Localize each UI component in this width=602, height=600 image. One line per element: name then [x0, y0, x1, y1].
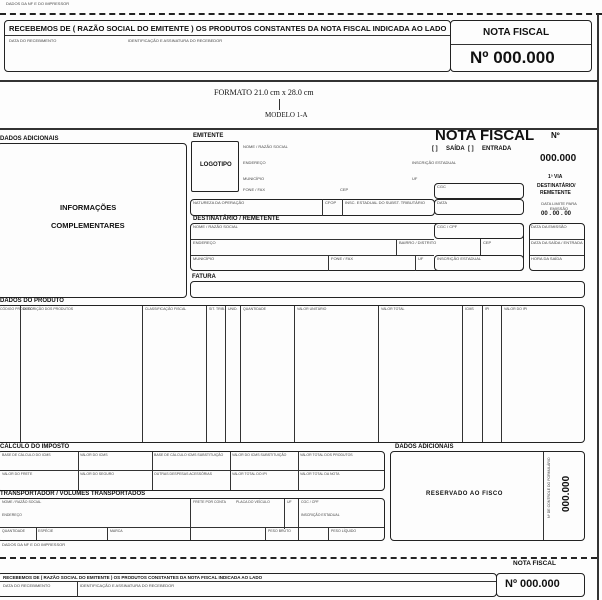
transportador-field-label: QUANTIDADE	[2, 529, 25, 533]
transportador-field-label: PLACA DO VEÍCULO	[236, 500, 270, 504]
transportador-field-label: ESPÉCIE	[38, 529, 54, 533]
transportador-field-label: PESO LÍQUIDO	[331, 529, 357, 533]
dados-adicionais-right-label: DADOS ADICIONAIS	[395, 444, 454, 450]
reservado-fisco: RESERVADO AO FISCO	[426, 491, 503, 497]
field-label: INSCRIÇÃO ESTADUAL	[437, 256, 482, 261]
field-label: DATA	[437, 200, 448, 205]
saida-checkbox[interactable]: SAÍDA	[446, 146, 465, 152]
column-header: CLASSIFICAÇÃO FISCAL	[145, 307, 187, 311]
nf-no-label: Nº	[551, 131, 560, 140]
column-header: QUANTIDADE	[243, 307, 266, 311]
imposto-field-label: OUTRAS DESPESAS ACESSÓRIAS	[154, 472, 212, 476]
via-dest: DESTINATÁRIO/	[537, 183, 576, 189]
field-label: CEP	[483, 240, 492, 245]
receipt-nf-label: NOTA FISCAL	[483, 27, 550, 38]
field-label: CEP	[340, 187, 349, 192]
cut-line-bottom	[0, 557, 597, 559]
fatura-box	[190, 281, 585, 298]
footer-nf-label: NOTA FISCAL	[513, 560, 556, 567]
field-label: CGC / CPF	[437, 224, 458, 229]
top-caption: DADOS DA NF E DO IMPRESSOR	[6, 1, 70, 6]
emitente-label: EMITENTE	[193, 133, 224, 139]
field-label: FONE / FAX	[243, 187, 266, 192]
field-label: ENDEREÇO	[243, 160, 266, 165]
info-line2: COMPLEMENTARES	[51, 221, 125, 230]
transportador-field-label: MARCA	[110, 529, 123, 533]
imposto-field-label: VALOR TOTAL DA NOTA	[300, 472, 340, 476]
produtos-table	[0, 305, 585, 443]
footer-sign-label: IDENTIFICAÇÃO E ASSINATURA DO RECEBEDOR	[80, 583, 175, 588]
destinatario-label: DESTINATÁRIO / REMETENTE	[193, 216, 280, 222]
nota-fiscal-form: DADOS DA NF E DO IMPRESSOR RECEBEMOS DE ( RAZÃO SOCIAL DO EMITENTE ) OS PRODUTOS CONSTANTES DA NOTA FISCAL INDICADA AO LADO DATA DO RECEBIMENTO IDENTIFICAÇÃO E ASSINATURA DO RECEBEDOR NOTA FISCAL Nº 000.000 FORMATO 21.0 cm x 28.0 cm MODELO 1-A DADOS ADICIONAIS INFORMAÇÕES COMPLEMENTARES EMITENTE LOGOTIPO NOME / RAZÃO SOCIAL ENDEREÇO MUNICÍPIO FONE / FAX CEP INSCRIÇÃO ESTADUAL UF CGC DATA NATUREZA DA OPERAÇÃO CFOP INSC. ESTADUAL DO SUBST. TRIBUTÁRIO NOTA FISCAL Nº [ ] SAÍDA [ ] ENTRADA 000.000 1ª VIA DESTINATÁRIO/ REMETENTE DATA LIMITE PARA EMISSÃO 00 . 00 . 00 DESTINATÁRIO / REMETENTE NOME / RAZÃO SOCIAL CGC / CPF ENDEREÇO BAIRRO / DISTRITO CEP MUNICÍPIO FONE / FAX UF INSCRIÇÃO ESTADUAL DATA DA EMISSÃO DATA DA SAÍDA / ENTRADA HORA DA SAÍDA FATURA DADOS DO PRODUTO CÓDIGO PRODUTO DESCRIÇÃO DOS PRODUTOS CLASSIFICAÇÃO FISCAL SIT. TRIB. UNID. QUANTIDADE VALOR UNITÁRIO VALOR TOTAL ICMS IPI VALOR DO IPI CÁLCULO DO IMPOSTO BASE DE CÁLCULO DO ICMS VALOR DO ICMS BASE DE CÁLCULO ICMS SUBSTITUIÇÃO VALOR DO ICMS SUBSTITUIÇÃO VALOR TOTAL DOS PRODUTOS VALOR DO FRETE VALOR DO SEGURO OUTRAS DESPESAS ACESSÓRIAS VALOR TOTAL DO IPI VALOR TOTAL DA NOTA TRANSPORTADOR / VOLUMES TRANSPORTADOS NOME / RAZÃO SOCIAL ENDEREÇO QUANTIDADE ESPÉCIE MARCA FRETE POR CONTA PLACA DO VEÍCULO UF CGC / CPF INSCRIÇÃO ESTADUAL PESO BRUTO PESO LÍQUIDO DADOS ADICIONAIS RESERVADO AO FISCO 000.000 Nº DE CONTROLE DO FORMULÁRIO DADOS DA NF E DO IMPRESSOR RECEBEMOS DE ( RAZÃO SOCIAL DO EMITENTE ) OS PRODUTOS CONSTANTES DA NOTA FISCAL INDICADA AO LADO DATA DO RECEBIMENTO IDENTIFICAÇÃO E ASSINATURA DO RECEBEDOR NOTA FISCAL Nº 000.000	[0, 0, 602, 600]
transportador-field-label: NOME / RAZÃO SOCIAL	[2, 500, 42, 504]
receipt-text: RECEBEMOS DE ( RAZÃO SOCIAL DO EMITENTE ) OS PRODUTOS CONSTANTES DA NOTA FISCAL INDICADA AO LADO	[9, 24, 447, 33]
field-label: UF	[412, 176, 418, 181]
footer-nf-number: Nº 000.000	[505, 578, 560, 590]
nf-number: 000.000	[540, 153, 577, 164]
receipt-sign-label: IDENTIFICAÇÃO E ASSINATURA DO RECEBEDOR	[128, 38, 223, 43]
field-label: ENDEREÇO	[193, 240, 216, 245]
transportador-field-label: INSCRIÇÃO ESTADUAL	[301, 513, 340, 517]
footer-caption: DADOS DA NF E DO IMPRESSOR	[2, 542, 66, 547]
field-label: DATA DA SAÍDA / ENTRADA	[531, 240, 583, 245]
field-label: INSC. ESTADUAL DO SUBST. TRIBUTÁRIO	[345, 200, 425, 205]
imposto-box	[0, 451, 385, 491]
via-dest: REMETENTE	[540, 190, 571, 196]
field-label: NATUREZA DA OPERAÇÃO	[193, 200, 245, 205]
left-panel-title: DADOS ADICIONAIS	[0, 136, 59, 142]
imposto-field-label: VALOR DO SEGURO	[80, 472, 114, 476]
format-model: MODELO 1-A	[265, 111, 308, 119]
column-header: DESCRIÇÃO DOS PRODUTOS	[23, 307, 74, 311]
imposto-field-label: BASE DE CÁLCULO ICMS SUBSTITUIÇÃO	[154, 453, 224, 457]
field-label: MUNICÍPIO	[243, 176, 265, 181]
column-header: VALOR DO IPI	[504, 307, 528, 311]
info-line1: INFORMAÇÕES	[60, 203, 117, 212]
receipt-nf-number: Nº 000.000	[470, 48, 555, 67]
limit-value: 00 . 00 . 00	[541, 211, 572, 217]
footer-receipt-text: RECEBEMOS DE ( RAZÃO SOCIAL DO EMITENTE ) OS PRODUTOS CONSTANTES DA NOTA FISCAL INDICADA AO LADO	[3, 575, 263, 580]
column-header: ICMS	[465, 307, 474, 311]
imposto-field-label: VALOR TOTAL DOS PRODUTOS	[300, 453, 353, 457]
transportador-field-label: FRETE POR CONTA	[193, 500, 226, 504]
dates-box	[529, 223, 585, 271]
field-label: INSCRIÇÃO ESTADUAL	[412, 160, 457, 165]
imposto-field-label: BASE DE CÁLCULO DO ICMS	[2, 453, 51, 457]
column-header: SIT. TRIB.	[209, 307, 225, 311]
footer-date-label: DATA DO RECEBIMENTO	[3, 583, 51, 588]
field-label: CGC	[437, 184, 446, 189]
column-header: VALOR TOTAL	[381, 307, 405, 311]
transportador-field-label: UF	[287, 500, 292, 504]
control-number-label: Nº DE CONTROLE DO FORMULÁRIO	[547, 457, 551, 518]
entrada-checkbox[interactable]: ENTRADA	[482, 146, 512, 152]
field-label: NOME / RAZÃO SOCIAL	[193, 224, 238, 229]
logo-text: LOGOTIPO	[200, 162, 232, 168]
column-header: UNID.	[228, 307, 238, 311]
column-header: VALOR UNITÁRIO	[297, 307, 327, 311]
cut-line	[0, 13, 602, 15]
transportador-field-label: CGC / CPF	[301, 500, 319, 504]
field-label: NOME / RAZÃO SOCIAL	[243, 144, 288, 149]
produtos-label: DADOS DO PRODUTO	[0, 298, 64, 304]
column-header: IPI	[485, 307, 490, 311]
format-size: FORMATO 21.0 cm x 28.0 cm	[214, 88, 314, 97]
fatura-label: FATURA	[192, 274, 216, 280]
field-label: BAIRRO / DISTRITO	[399, 240, 437, 245]
field-label: CFOP	[325, 200, 337, 205]
field-label: UF	[418, 256, 424, 261]
field-label: FONE / FAX	[331, 256, 354, 261]
imposto-field-label: VALOR DO ICMS SUBSTITUIÇÃO	[232, 453, 287, 457]
transportador-field-label: PESO BRUTO	[268, 529, 291, 533]
column-header: CÓDIGO PRODUTO	[0, 307, 33, 311]
date-box	[434, 199, 524, 215]
imposto-field-label: VALOR TOTAL DO IPI	[232, 472, 267, 476]
control-number: 000.000	[561, 475, 572, 512]
field-label: DATA DA EMISSÃO	[531, 224, 567, 229]
imposto-label: CÁLCULO DO IMPOSTO	[0, 444, 70, 450]
imposto-field-label: VALOR DO ICMS	[80, 453, 108, 457]
via: 1ª VIA	[548, 174, 563, 180]
receipt-date-label: DATA DO RECEBIMENTO	[9, 38, 57, 43]
field-label: HORA DA SAÍDA	[531, 256, 562, 261]
transportador-field-label: ENDEREÇO	[2, 513, 22, 517]
limit-label: DATA LIMITE PARA EMISSÃO	[541, 201, 577, 211]
cgc-box	[434, 183, 524, 199]
imposto-field-label: VALOR DO FRETE	[2, 472, 33, 476]
transportador-label: TRANSPORTADOR / VOLUMES TRANSPORTADOS	[0, 491, 146, 497]
nf-title: NOTA FISCAL	[435, 127, 535, 144]
field-label: MUNICÍPIO	[193, 256, 215, 261]
